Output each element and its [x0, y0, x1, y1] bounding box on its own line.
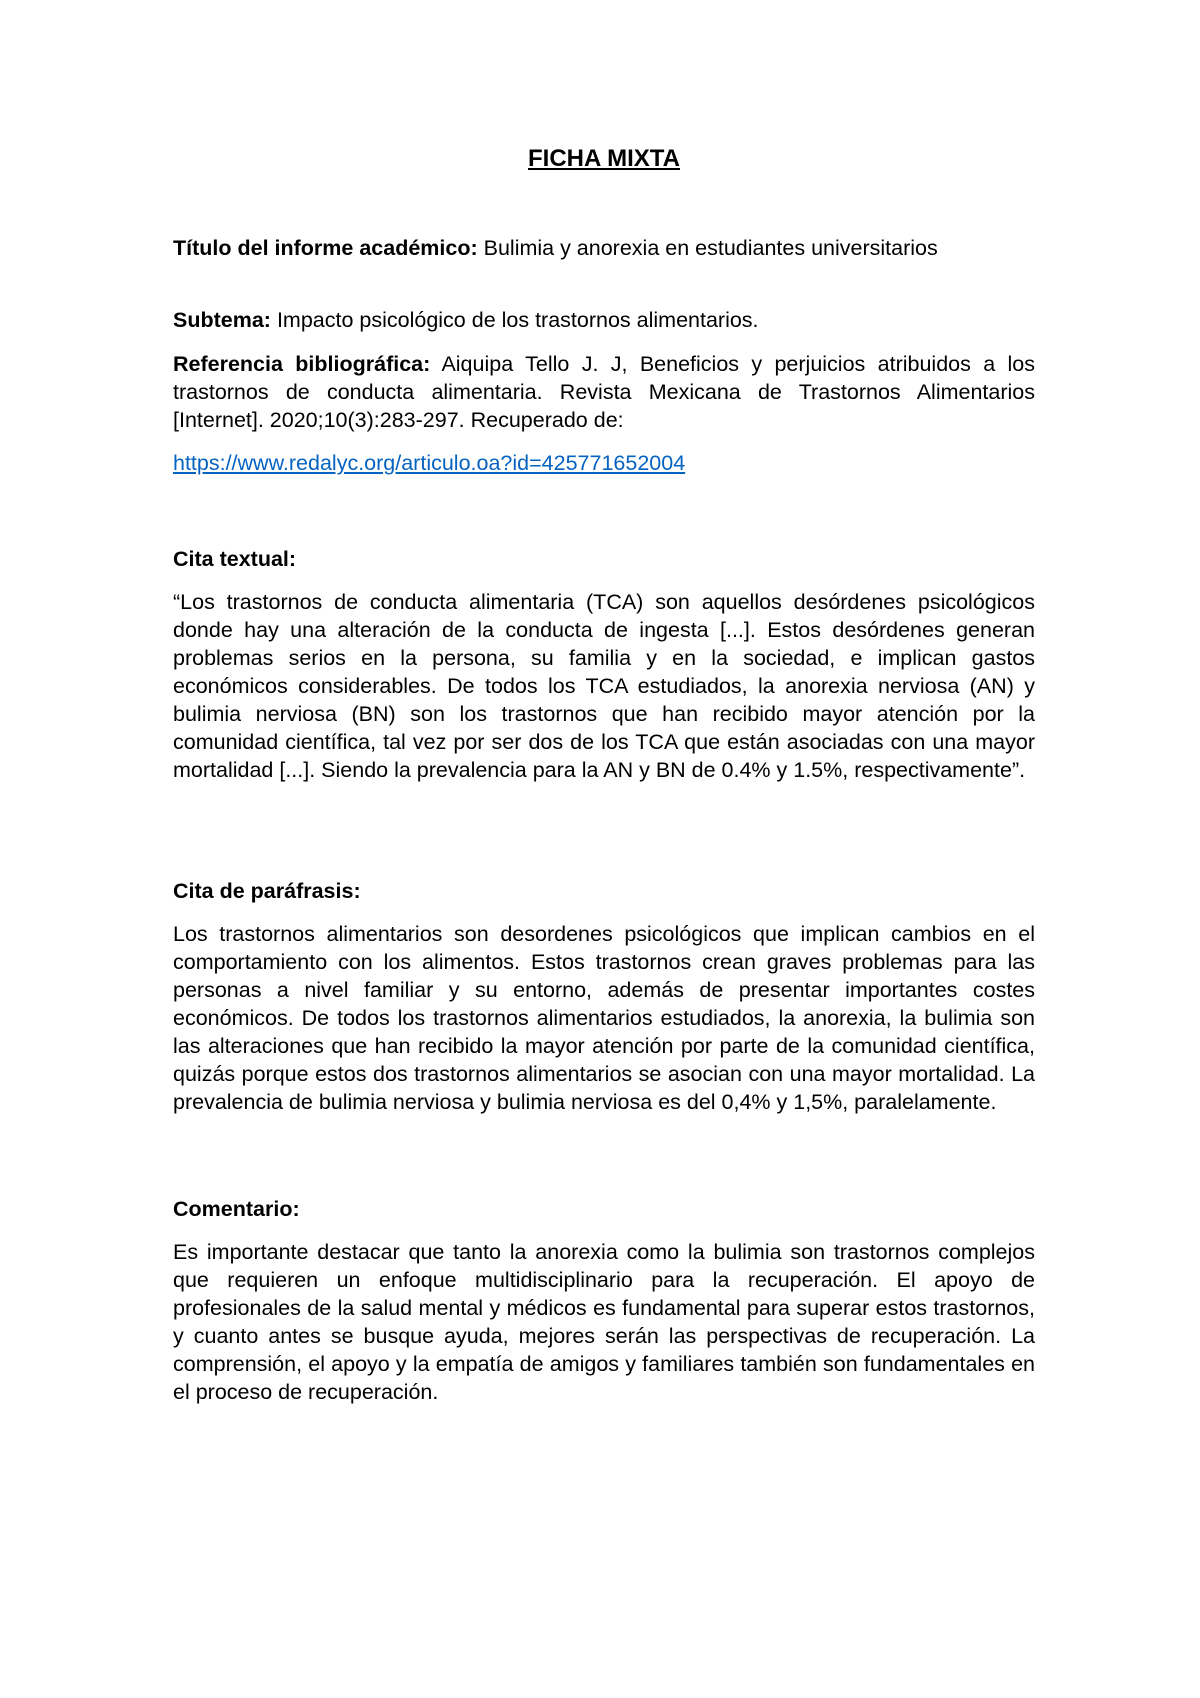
document-title: FICHA MIXTA: [528, 145, 680, 172]
subtema-label: Subtema:: [173, 308, 271, 332]
titulo-value: Bulimia y anorexia en estudiantes universitarios: [477, 236, 938, 260]
subtema-paragraph: [173, 306, 1035, 334]
titulo-label: Título del informe académico:: [173, 236, 478, 260]
document-page: [173, 0, 1035, 1698]
parafrasis-body: Los trastornos alimentarios son desordenes psicológicos que implican cambios en el comportamiento con los alimentos. Estos trastornos crean graves problemas para las personas a nivel familiar y su entorno, además de presentar importantes costes económicos. De todos los trastornos alimentarios estudiados, la anorexia, la bulimia son las alteraciones que han recibido la mayor atención por parte de la comunidad científica, quizás porque estos dos trastornos alimentarios se asocian con una mayor mortalidad. La prevalencia de bulimia nerviosa y bulimia nerviosa es del 0,4% y 1,5%, paralelamente.: [173, 922, 1035, 1114]
cita-textual-heading: Cita textual:: [173, 547, 297, 571]
reference-link[interactable]: https://www.redalyc.org/articulo.oa?id=425771652004: [173, 451, 686, 475]
referencia-label: Referencia bibliográfica:: [173, 352, 431, 376]
comentario-heading: Comentario:: [173, 1197, 300, 1221]
parafrasis-heading: Cita de paráfrasis:: [173, 879, 361, 903]
subtema-value: Impacto psicológico de los trastornos alimentarios.: [270, 308, 759, 332]
link-paragraph: [173, 449, 1035, 477]
referencia-value: Aiquipa Tello J. J, Beneficios y perjuicios atribuidos a los trastornos de conducta alimentaria. Revista Mexicana de Trastornos Alimentarios [Internet]. 2020;10(3):283-297. Recuperado de:: [173, 352, 1035, 432]
titulo-paragraph: [173, 234, 1035, 262]
referencia-paragraph: [173, 350, 1035, 434]
cita-textual-body: “Los trastornos de conducta alimentaria (TCA) son aquellos desórdenes psicológicos donde hay una alteración de la conducta de ingesta [...]. Estos desórdenes generan problemas serios en la persona, su familia y en la sociedad, e implican gastos económicos considerables. De todos los TCA estudiados, la anorexia nerviosa (AN) y bulimia nerviosa (BN) son los trastornos que han recibido mayor atención por la comunidad científica, tal vez por ser dos de los TCA que están asociadas con una mayor mortalidad [...]. Siendo la prevalencia para la AN y BN de 0.4% y 1.5%, respectivamente”.: [173, 590, 1035, 782]
comentario-body: Es importante destacar que tanto la anorexia como la bulimia son trastornos complejos que requieren un enfoque multidisciplinario para la recuperación. El apoyo de profesionales de la salud mental y médicos es fundamental para superar estos trastornos, y cuanto antes se busque ayuda, mejores serán las perspectivas de recuperación. La comprensión, el apoyo y la empatía de amigos y familiares también son fundamentales en el proceso de recuperación.: [173, 1240, 1035, 1404]
